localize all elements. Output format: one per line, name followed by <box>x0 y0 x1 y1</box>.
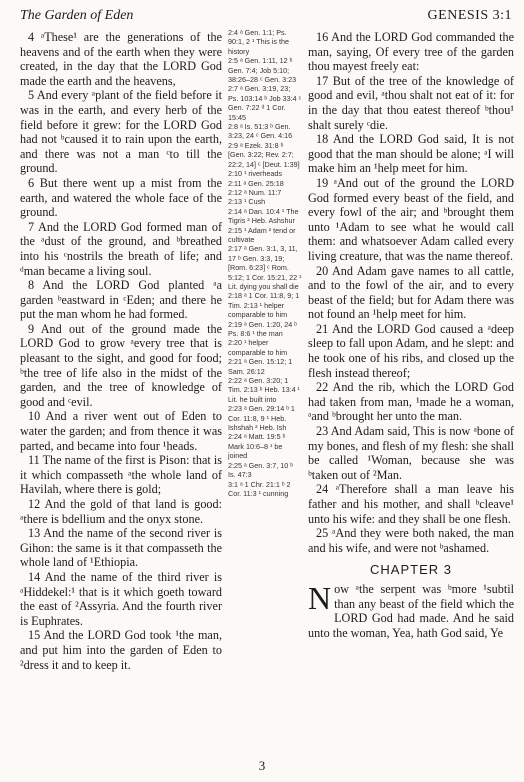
left-text-column <box>20 30 222 672</box>
cross-reference: 2:13 ¹ Cush <box>228 197 266 207</box>
cross-reference: 2:7 ᵃ Gen. 3:19, 23; Ps. 103:14 ᵇ Job 33:4 ᶜ Gen. 7:22 ᵈ 1 Cor. 15:45 <box>228 84 302 122</box>
verse: 14 And the name of the third river is ᵃHiddekel:¹ that is it which goeth toward the east of ²Assyria. And the fourth river is Euphrates. <box>20 569 222 628</box>
verse: 19 ᵃAnd out of the ground the LORD God formed every beast of the field, and every fowl of the air; and ᵇbrought them unto ¹Adam to see what he would call them: and whatsoever Adam called every living creature, that was the name thereof. <box>308 175 514 263</box>
page-number: 3 <box>258 758 266 773</box>
verse: 21 And the LORD God caused a ᵃdeep sleep to fall upon Adam, and he slept: and he took one of his ribs, and closed up the flesh instead thereof; <box>308 321 514 380</box>
cross-reference-column <box>228 28 302 498</box>
cross-reference: 2:9 ᵃ Ezek. 31:8 ᵇ [Gen. 3:22; Rev. 2:7; 22:2, 14] ᶜ [Deut. 1:39] <box>228 140 300 169</box>
cross-reference: 3:1 ᵃ 1 Chr. 21:1 ᵇ 2 Cor. 11:3 ¹ cunning <box>228 479 291 498</box>
cross-reference: 2:10 ¹ riverheads <box>228 169 282 179</box>
verse: 8 And the LORD God planted ᵃa garden ᵇeastward in ᶜEden; and there he put the man whom he had formed. <box>20 278 222 322</box>
verse: 25 ᵃAnd they were both naked, the man and his wife, and were not ᵇashamed. <box>308 526 514 555</box>
chapter-first-verse-text: ow ᵃthe serpent was ᵇmore ¹subtil than any beast of the field which the LORD God had made. And he said unto the woman, Yea, hath God said, Ye <box>308 581 514 640</box>
right-text-column <box>308 30 514 640</box>
cross-reference: 2:22 ᵃ Gen. 3:20; 1 Tim. 2:13 ᵇ Heb. 13:4 ¹ Lit. he built into <box>228 376 300 404</box>
verse: 15 And the LORD God took ¹the man, and put him into the garden of Eden to ²dress it and to keep it. <box>20 628 222 672</box>
verse: 11 The name of the first is Pison: that is it which compasseth ᵃthe whole land of Havilah, where there is gold; <box>20 453 222 497</box>
verse: 13 And the name of the second river is Gihon: the same is it that compasseth the whole land of ¹Ethiopia. <box>20 526 222 570</box>
verse: 6 But there went up a mist from the earth, and watered the whole face of the ground. <box>20 175 222 220</box>
cross-reference: 2:12 ᵃ Num. 11:7 <box>228 187 282 197</box>
chapter-heading: CHAPTER 3 <box>370 562 452 578</box>
verse: 4 ᵃThese¹ are the generations of the heavens and of the earth when they were created, in the day that the LORD God made the earth and the heavens, <box>20 30 222 88</box>
cross-reference: 2:21 ᵃ Gen. 15:12; 1 Sam. 26:12 <box>228 357 293 376</box>
drop-cap: N <box>308 579 332 616</box>
cross-reference: 2:18 ᵃ 1 Cor. 11:8, 9; 1 Tim. 2:13 ¹ helper comparable to him <box>228 291 300 320</box>
verse: 7 And the LORD God formed man of the ᵃdust of the ground, and ᵇbreathed into his ᶜnostrils the breath of life; and ᵈman became a living soul. <box>20 219 222 278</box>
chapter-first-verse <box>308 579 514 640</box>
cross-reference: 2:4 ᵃ Gen. 1:1; Ps. 90:1, 2 ¹ This is the history <box>228 28 289 56</box>
verse: 16 And the LORD God commanded the man, saying, Of every tree of the garden thou mayest freely eat: <box>308 30 514 74</box>
running-header <box>20 8 512 26</box>
cross-reference: 2:14 ᵃ Dan. 10:4 ¹ The Tigris ² Heb. Ashshur <box>228 206 299 226</box>
verse: 9 And out of the ground made the LORD God to grow ᵃevery tree that is pleasant to the sight, and good for food; ᵇthe tree of life also in the midst of the garden, and the tree of knowledge of good and ᶜevil. <box>20 321 222 409</box>
verse: 23 And Adam said, This is now ᵃbone of my bones, and flesh of my flesh: she shall be called ¹Woman, because she was ᵇtaken out of ²Man. <box>308 424 514 482</box>
verse: 24 ᵃTherefore shall a man leave his father and his mother, and shall ᵇcleave¹ unto his wife: and they shall be one flesh. <box>308 482 514 526</box>
cross-reference: 2:24 ᵃ Matt. 19:5 ᵇ Mark 10:6–8 ¹ be joined <box>228 432 286 461</box>
verse: 5 And every ᵃplant of the field before it was in the earth, and every herb of the field before it grew: for the LORD God had not ᵇcaused it to rain upon the earth, and there was not a man ᶜto till the ground. <box>20 88 222 176</box>
verse: 18 And the LORD God said, It is not good that the man should be alone; ᵃI will make him an ¹help meet for him. <box>308 132 514 176</box>
book-chapter-verse: GENESIS 3:1 <box>427 8 512 23</box>
cross-reference: 2:17 ᵃ Gen. 3:1, 3, 11, 17 ᵇ Gen. 3:3, 19; [Rom. 6:23] ᶜ Rom. 5:12; 1 Cor. 15:21, 22 ¹ Lit. dying you shall die <box>228 244 302 291</box>
cross-reference: 2:5 ᵃ Gen. 1:11, 12 ᵇ Gen. 7:4; Job 5:10; 38:26–28 ᶜ Gen. 3:23 <box>228 56 297 85</box>
cross-reference: 2:23 ᵃ Gen. 29:14 ᵇ 1 Cor. 11:8, 9 ¹ Heb. Ishshah ² Heb. Ish <box>228 404 295 433</box>
verse: 12 And the gold of that land is good: ᵃthere is bdellium and the onyx stone. <box>20 497 222 526</box>
cross-reference: 2:20 ¹ helper comparable to him <box>228 338 288 357</box>
section-title: The Garden of Eden <box>20 8 134 23</box>
cross-reference: 2:11 ᵃ Gen. 25:18 <box>228 178 284 188</box>
verse: 20 And Adam gave names to all cattle, and to the fowl of the air, and to every beast of the field; but for Adam there was not found an ¹help meet for him. <box>308 263 514 322</box>
verse: 10 And a river went out of Eden to water the garden; and from thence it was parted, and became into four ¹heads. <box>20 409 222 453</box>
cross-reference: 2:25 ᵃ Gen. 3:7, 10 ᵇ Is. 47:3 <box>228 460 293 480</box>
verse: 17 But of the tree of the knowledge of good and evil, ᵃthou shalt not eat of it: for in the day that thou eatest thereof ᵇthou¹ shalt surely ᶜdie. <box>308 73 514 132</box>
cross-reference: 2:8 ᵃ Is. 51:3 ᵇ Gen. 3:23, 24 ᶜ Gen. 4:16 <box>228 122 293 141</box>
cross-reference: 2:15 ¹ Adam ² tend or cultivate <box>228 225 296 244</box>
verse: 22 And the rib, which the LORD God had taken from man, ¹made he a woman, ᵃand ᵇbrought her unto the man. <box>308 380 514 424</box>
cross-reference: 2:19 ᵃ Gen. 1:20, 24 ᵇ Ps. 8:6 ¹ the man <box>228 319 297 338</box>
